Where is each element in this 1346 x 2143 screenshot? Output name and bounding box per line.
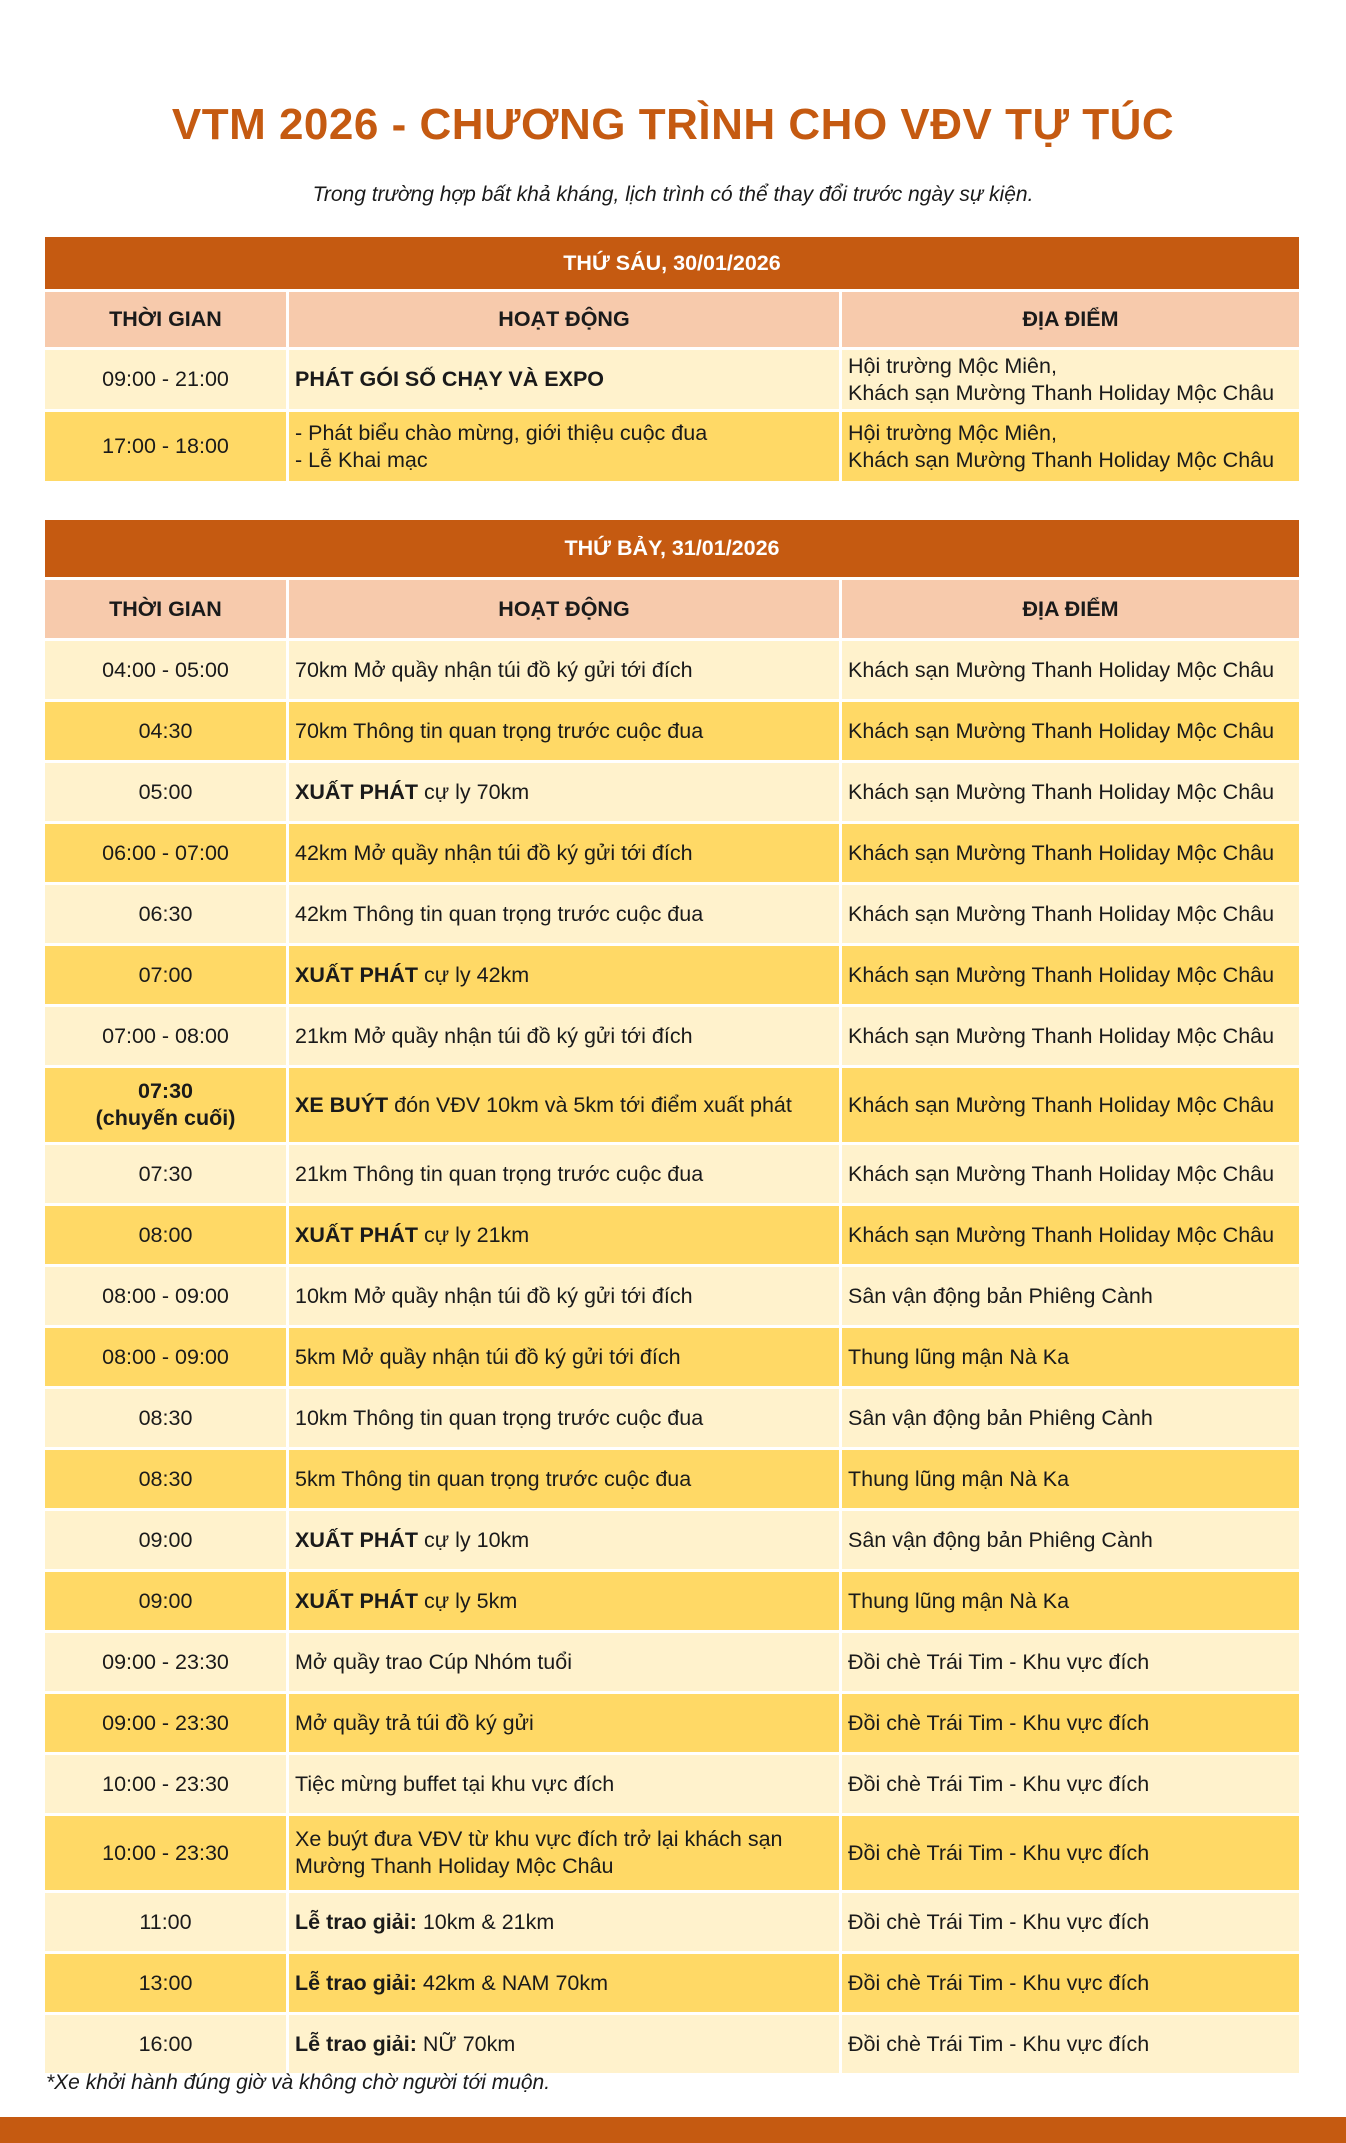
table-row — [44, 1144, 1301, 1205]
activity-text: đón VĐV 10km và 5km tới điểm xuất phát — [388, 1092, 792, 1117]
table-row — [44, 1892, 1301, 1953]
location-cell: Khách sạn Mường Thanh Holiday Mộc Châu — [841, 1067, 1301, 1144]
activity-text: 10km & 21km — [416, 1909, 555, 1934]
location-cell: Khách sạn Mường Thanh Holiday Mộc Châu — [841, 884, 1301, 945]
day2-header: THỨ BẢY, 31/01/2026 — [44, 519, 1301, 579]
table-row — [44, 945, 1301, 1006]
activity-highlight: XE BUÝT — [295, 1092, 389, 1117]
time-cell: 07:00 — [44, 945, 288, 1006]
activity-cell — [288, 1205, 841, 1266]
column-header-activity: HOẠT ĐỘNG — [288, 291, 841, 349]
page-title: VTM 2026 - CHƯƠNG TRÌNH CHO VĐV TỰ TÚC — [171, 100, 1175, 149]
time-cell: 06:00 - 07:00 — [44, 823, 288, 884]
time-cell: 10:00 - 23:30 — [44, 1754, 288, 1815]
location-line: Hội trường Mộc Miên, — [848, 420, 1057, 445]
table-row — [44, 1327, 1301, 1388]
activity-cell — [288, 762, 841, 823]
time-cell — [44, 1067, 288, 1144]
activity-cell — [288, 411, 841, 483]
activity-text: 10km Thông tin quan trọng trước cuộc đua — [295, 1405, 704, 1430]
activity-text: 10km Mở quầy nhận túi đồ ký gửi tới đích — [295, 1283, 693, 1308]
activity-cell — [288, 945, 841, 1006]
time-cell: 07:00 - 08:00 — [44, 1006, 288, 1067]
activity-cell — [288, 1006, 841, 1067]
time-cell: 08:00 - 09:00 — [44, 1327, 288, 1388]
activity-text: cự ly 70km — [418, 779, 530, 804]
activity-highlight: XUẤT PHÁT — [295, 962, 419, 987]
time-cell: 06:30 — [44, 884, 288, 945]
activity-cell — [288, 1754, 841, 1815]
activity-cell — [288, 1693, 841, 1754]
location-cell: Sân vận động bản Phiêng Cành — [841, 1388, 1301, 1449]
time-cell: 09:00 - 21:00 — [44, 349, 288, 411]
table-row — [44, 1693, 1301, 1754]
activity-text: 5km Mở quầy nhận túi đồ ký gửi tới đích — [295, 1344, 681, 1369]
activity-cell — [288, 823, 841, 884]
time-value: 07:30 — [138, 1079, 193, 1103]
activity-cell — [288, 1067, 841, 1144]
table-row — [44, 1266, 1301, 1327]
schedule-table-day1 — [42, 234, 1302, 484]
time-cell: 04:00 - 05:00 — [44, 640, 288, 701]
activity-cell — [288, 2014, 841, 2075]
time-cell: 09:00 - 23:30 — [44, 1693, 288, 1754]
table-row — [44, 640, 1301, 701]
activity-text: 42km Thông tin quan trọng trước cuộc đua — [295, 901, 704, 926]
location-cell: Đồi chè Trái Tim - Khu vực đích — [841, 1632, 1301, 1693]
time-cell: 11:00 — [44, 1892, 288, 1953]
time-cell: 08:30 — [44, 1388, 288, 1449]
activity-highlight: XUẤT PHÁT — [295, 1588, 419, 1613]
activity-text: 70km Thông tin quan trọng trước cuộc đua — [295, 718, 704, 743]
footnote: *Xe khởi hành đúng giờ và không chờ người tới muộn. — [46, 2071, 551, 2094]
table-row — [44, 1632, 1301, 1693]
activity-text: Mở quầy trao Cúp Nhóm tuổi — [295, 1649, 573, 1674]
time-cell: 17:00 - 18:00 — [44, 411, 288, 483]
page-subtitle: Trong trường hợp bất khả kháng, lịch trình có thể thay đổi trước ngày sự kiện. — [312, 183, 1034, 206]
time-cell: 09:00 - 23:30 — [44, 1632, 288, 1693]
activity-line: Mường Thanh Holiday Mộc Châu — [295, 1854, 614, 1878]
activity-text: Tiệc mừng buffet tại khu vực đích — [295, 1771, 615, 1796]
table-row — [44, 1754, 1301, 1815]
location-cell: Khách sạn Mường Thanh Holiday Mộc Châu — [841, 945, 1301, 1006]
activity-text: cự ly 10km — [418, 1527, 530, 1552]
activity-cell — [288, 1327, 841, 1388]
time-cell: 07:30 — [44, 1144, 288, 1205]
activity-line: - Lễ Khai mạc — [295, 447, 428, 472]
column-header-time: THỜI GIAN — [44, 291, 288, 349]
location-cell: Đồi chè Trái Tim - Khu vực đích — [841, 1953, 1301, 2014]
location-cell: Khách sạn Mường Thanh Holiday Mộc Châu — [841, 762, 1301, 823]
location-cell: Thung lũng mận Nà Ka — [841, 1327, 1301, 1388]
table-row — [44, 1449, 1301, 1510]
column-header-time: THỜI GIAN — [44, 579, 288, 640]
location-line: Hội trường Mộc Miên, — [848, 353, 1057, 378]
table-row — [44, 1953, 1301, 2014]
activity-highlight: Lễ trao giải: — [295, 1909, 417, 1934]
activity-cell — [288, 701, 841, 762]
location-cell: Khách sạn Mường Thanh Holiday Mộc Châu — [841, 1205, 1301, 1266]
location-line: Khách sạn Mường Thanh Holiday Mộc Châu — [848, 447, 1275, 472]
location-cell: Đồi chè Trái Tim - Khu vực đích — [841, 1693, 1301, 1754]
table-row — [44, 762, 1301, 823]
activity-text: 70km Mở quầy nhận túi đồ ký gửi tới đích — [295, 657, 693, 682]
time-cell: 09:00 — [44, 1510, 288, 1571]
location-cell: Khách sạn Mường Thanh Holiday Mộc Châu — [841, 1006, 1301, 1067]
activity-cell — [288, 1632, 841, 1693]
time-cell: 13:00 — [44, 1953, 288, 2014]
time-cell: 08:00 — [44, 1205, 288, 1266]
column-header-location: ĐỊA ĐIỂM — [841, 579, 1301, 640]
activity-highlight: Lễ trao giải: — [295, 1970, 417, 1995]
time-cell: 09:00 — [44, 1571, 288, 1632]
time-cell: 16:00 — [44, 2014, 288, 2075]
location-cell: Thung lũng mận Nà Ka — [841, 1571, 1301, 1632]
location-line: Khách sạn Mường Thanh Holiday Mộc Châu — [848, 380, 1275, 405]
location-cell: Khách sạn Mường Thanh Holiday Mộc Châu — [841, 1144, 1301, 1205]
activity-cell — [288, 1510, 841, 1571]
activity-cell — [288, 1388, 841, 1449]
activity-text: 21km Mở quầy nhận túi đồ ký gửi tới đích — [295, 1023, 693, 1048]
time-cell: 04:30 — [44, 701, 288, 762]
table-row — [44, 1388, 1301, 1449]
activity-text: 42km Mở quầy nhận túi đồ ký gửi tới đích — [295, 840, 693, 865]
location-cell — [841, 349, 1301, 411]
activity-text: cự ly 42km — [418, 962, 530, 987]
table-row — [44, 823, 1301, 884]
activity-cell — [288, 1953, 841, 2014]
location-cell — [841, 411, 1301, 483]
table-row — [44, 2014, 1301, 2075]
activity-text: NỮ 70km — [416, 2031, 516, 2056]
activity-cell — [288, 1815, 841, 1892]
activity-highlight: Lễ trao giải: — [295, 2031, 417, 2056]
location-cell: Khách sạn Mường Thanh Holiday Mộc Châu — [841, 640, 1301, 701]
table-row — [44, 884, 1301, 945]
location-cell: Sân vận động bản Phiêng Cành — [841, 1510, 1301, 1571]
activity-line: Xe buýt đưa VĐV từ khu vực đích trở lại khách sạn — [295, 1827, 783, 1851]
table-row — [44, 411, 1301, 483]
activity-cell — [288, 1266, 841, 1327]
location-cell: Thung lũng mận Nà Ka — [841, 1449, 1301, 1510]
location-cell: Đồi chè Trái Tim - Khu vực đích — [841, 2014, 1301, 2075]
table-row — [44, 1571, 1301, 1632]
activity-cell — [288, 1449, 841, 1510]
location-cell: Đồi chè Trái Tim - Khu vực đích — [841, 1892, 1301, 1953]
schedule-table-day2 — [42, 517, 1302, 2076]
activity-text: cự ly 21km — [418, 1222, 530, 1247]
location-cell: Khách sạn Mường Thanh Holiday Mộc Châu — [841, 701, 1301, 762]
location-cell: Đồi chè Trái Tim - Khu vực đích — [841, 1815, 1301, 1892]
activity-text: 5km Thông tin quan trọng trước cuộc đua — [295, 1466, 692, 1491]
day1-header: THỨ SÁU, 30/01/2026 — [44, 236, 1301, 291]
activity-line: - Phát biểu chào mừng, giới thiệu cuộc đua — [295, 420, 708, 445]
table-row — [44, 1510, 1301, 1571]
table-row — [44, 701, 1301, 762]
table-row — [44, 1006, 1301, 1067]
time-cell: 08:30 — [44, 1449, 288, 1510]
location-cell: Khách sạn Mường Thanh Holiday Mộc Châu — [841, 823, 1301, 884]
activity-text: 21km Thông tin quan trọng trước cuộc đua — [295, 1161, 704, 1186]
activity-cell: PHÁT GÓI SỐ CHẠY VÀ EXPO — [288, 349, 841, 411]
bottom-accent-bar — [0, 2117, 1346, 2143]
time-cell: 05:00 — [44, 762, 288, 823]
column-header-activity: HOẠT ĐỘNG — [288, 579, 841, 640]
location-cell: Sân vận động bản Phiêng Cành — [841, 1266, 1301, 1327]
activity-text: Mở quầy trả túi đồ ký gửi — [295, 1710, 534, 1735]
activity-cell — [288, 640, 841, 701]
activity-text: 42km & NAM 70km — [416, 1970, 609, 1995]
time-note: (chuyến cuối) — [95, 1106, 236, 1130]
activity-highlight: XUẤT PHÁT — [295, 1222, 419, 1247]
time-cell: 08:00 - 09:00 — [44, 1266, 288, 1327]
activity-highlight: XUẤT PHÁT — [295, 1527, 419, 1552]
time-cell: 10:00 - 23:30 — [44, 1815, 288, 1892]
activity-cell — [288, 1144, 841, 1205]
table-row — [44, 1815, 1301, 1892]
activity-cell — [288, 1892, 841, 1953]
activity-highlight: XUẤT PHÁT — [295, 779, 419, 804]
location-cell: Đồi chè Trái Tim - Khu vực đích — [841, 1754, 1301, 1815]
activity-cell — [288, 884, 841, 945]
activity-cell — [288, 1571, 841, 1632]
table-row — [44, 1067, 1301, 1144]
column-header-location: ĐỊA ĐIỂM — [841, 291, 1301, 349]
table-row — [44, 1205, 1301, 1266]
table-row — [44, 349, 1301, 411]
activity-text: cự ly 5km — [418, 1588, 518, 1613]
